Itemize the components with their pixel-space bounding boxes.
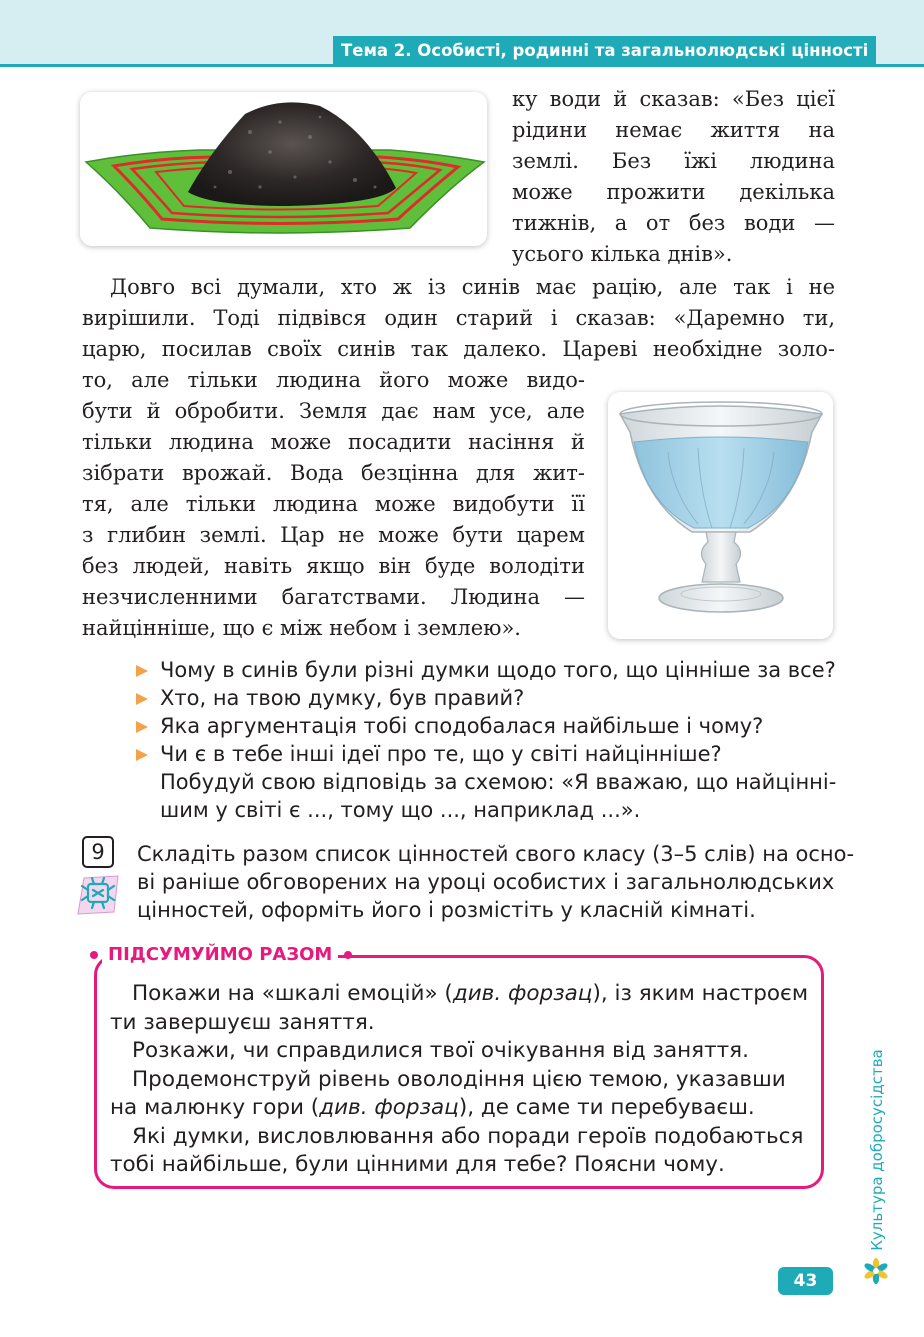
page-number: 43 [778,1267,833,1295]
forzats-reference: див. форзац [452,981,593,1006]
summary-title: ПІДСУМУЙМО РАЗОМ [102,943,338,967]
task-line: ві раніше обговорених на уроці особистих і загальнолюдських [137,870,835,894]
summary-line: ти завершуєш заняття. [110,1009,375,1035]
summary-line: на малюнку гори (див. форзац), де саме ти перебуваєш. [110,1095,755,1120]
story-line: землі. Без їжі людина [512,149,835,173]
story-line: тижнів, а от без води — [512,211,835,235]
bullet-triangle-icon [136,749,148,761]
task-text [137,840,854,924]
story-line: найцінніше, що є між небом і землею». [82,616,521,640]
story-line: рідини немає життя на [512,118,835,142]
task-line: Складіть разом список цінностей свого класу (3–5 слів) на осно- [137,842,855,866]
forzats-reference: див. форзац [319,1095,459,1120]
soil-on-carpet-illustration [80,92,487,246]
bullet-triangle-icon [136,721,148,733]
glass-of-water-illustration [608,392,833,639]
question-item: Чому в синів були різні думки щодо того, що цінніше за все? [136,656,836,684]
story-line: зібрати врожай. Вода безцінна для жит- [82,461,585,485]
question-list [136,656,836,824]
question-item: Чи є в тебе інші ідеї про те, що у світі найцінніше? [136,740,836,768]
summary-line: Продемонструй рівень оволодіння цією темою, указавши [132,1066,786,1092]
hands-teamwork-icon [74,870,122,918]
task-line: цінностей, оформіть його і розмістіть у класній кімнаті. [137,898,756,922]
story-line: тя, але тільки людина може видобути її [82,492,585,516]
section-vertical-label: Культура добросусідства [868,1049,886,1251]
flower-icon [862,1257,890,1285]
question-extra-line: шим у світі є ..., тому що ..., наприклад ...». [160,798,641,822]
story-line: царю, посилав своїх синів так далеко. Цареві необхідне золо- [82,337,835,361]
bullet-triangle-icon [136,693,148,705]
glass-image [608,392,833,639]
summary-dot-left [90,951,98,959]
story-line: тільки людина може посадити насіння й [82,430,585,454]
summary-text [110,980,808,1180]
story-line: то, але тільки людина його може видо- [82,368,585,392]
soil-image [80,92,487,246]
story-line: може прожити декілька [512,180,835,204]
topic-title: Тема 2. Особисті, родинні та загальнолюдські цінності [333,36,876,66]
story-line: бути й обробити. Земля дає нам усе, але [82,399,585,423]
task-number: 9 [82,836,114,868]
story-line: ку води й сказав: «Без цієї [512,87,835,111]
story-line: з глибин землі. Цар не може бути царем [82,523,585,547]
question-item: Яка аргументація тобі сподобалася найбільше і чому? [136,712,836,740]
bullet-triangle-icon [136,665,148,677]
story-line: незчисленними багатствами. Людина — [82,585,585,609]
summary-line: тобі найбільше, були цінними для тебе? Поясни чому. [110,1152,725,1177]
story-line: вирішили. Тоді підвівся один старий і сказав: «Даремно ти, [82,306,835,330]
question-item: Хто, на твою думку, був правий? [136,684,836,712]
story-line: усього кілька днів». [512,242,733,266]
story-line: без людей, навіть якщо він буде володіти [82,554,585,578]
summary-dot-right [344,951,352,959]
summary-line: Покажи на «шкалі емоцій» (див. форзац), із яким настроєм [132,981,809,1006]
summary-line: Розкажи, чи справдилися твої очікування від заняття. [132,1038,749,1063]
question-extra-line: Побудуй свою відповідь за схемою: «Я вважаю, що найцінні- [160,770,837,794]
summary-line: Які думки, висловлювання або поради героїв подобаються [132,1123,804,1149]
story-line: Довго всі думали, хто ж із синів має рацію, але так і не [110,275,835,299]
